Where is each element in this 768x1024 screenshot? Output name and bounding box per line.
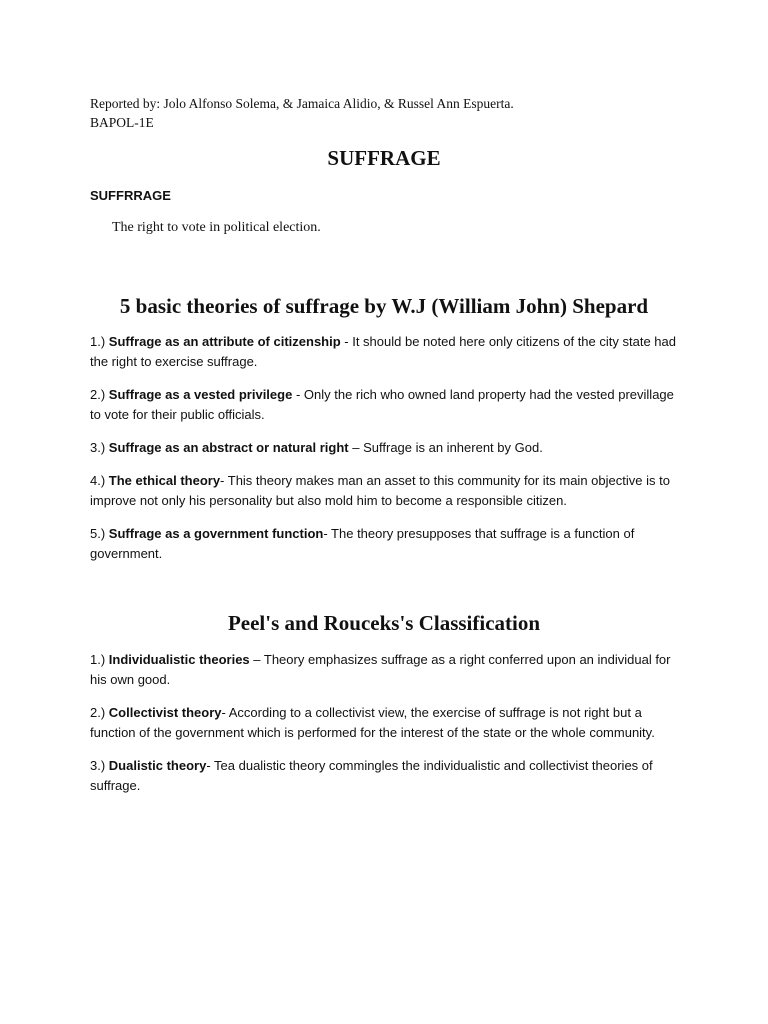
item-term: Suffrage as an abstract or natural right	[108, 440, 349, 455]
item-text: - The theory presupposes that suffrage is a function of government.	[90, 526, 635, 561]
item-number: 3.)	[90, 440, 109, 455]
item-text: - Only the rich who owned land property had the vested previllage to vote for their public officials.	[90, 387, 674, 422]
peel-list	[90, 650, 682, 809]
list-item	[90, 703, 682, 743]
list-item	[90, 332, 682, 372]
item-number: 4.)	[90, 473, 109, 488]
item-term: Dualistic theory	[108, 758, 207, 773]
list-item	[90, 650, 682, 690]
item-term: The ethical theory	[108, 473, 221, 488]
item-text: – Suffrage is an inherent by God.	[348, 440, 543, 455]
page-title: SUFFRAGE	[327, 146, 441, 170]
item-term: Individualistic theories	[108, 652, 250, 667]
definition-term: SUFFRRAGE	[90, 188, 171, 203]
item-term: Suffrage as an attribute of citizenship	[108, 334, 341, 349]
item-term: Collectivist theory	[108, 705, 222, 720]
definition-text: The right to vote in political election.	[112, 220, 321, 235]
shepard-list	[90, 332, 682, 577]
item-number: 1.)	[90, 334, 109, 349]
list-item	[90, 756, 682, 796]
item-text: - This theory makes man an asset to this community for its main objective is to improve not only his personality but also mold him to become a responsible citizen.	[90, 473, 670, 508]
item-number: 3.)	[90, 758, 109, 773]
item-text: - It should be noted here only citizens of the city state had the right to exercise suffrage.	[90, 334, 676, 369]
item-term: Suffrage as a vested privilege	[108, 387, 293, 402]
item-text: - Tea dualistic theory commingles the individualistic and collectivist theories of suffrage.	[90, 758, 653, 793]
item-text: – Theory emphasizes suffrage as a right conferred upon an individual for his own good.	[90, 652, 671, 687]
item-text: - According to a collectivist view, the exercise of suffrage is not right but a function of the government which is performed for the interest of the state or the whole community.	[90, 705, 655, 740]
item-number: 1.)	[90, 652, 109, 667]
reporters-line: Reported by: Jolo Alfonso Solema, & Jamaica Alidio, & Russel Ann Espuerta.	[90, 96, 514, 111]
item-term: Suffrage as a government function	[108, 526, 324, 541]
item-number: 2.)	[90, 387, 109, 402]
list-item	[90, 385, 682, 425]
peel-heading: Peel's and Rouceks's Classification	[227, 611, 541, 635]
item-number: 2.)	[90, 705, 109, 720]
list-item	[90, 438, 682, 458]
class-section: BAPOL-1E	[90, 115, 154, 130]
list-item	[90, 471, 682, 511]
item-number: 5.)	[90, 526, 109, 541]
list-item	[90, 524, 682, 564]
shepard-heading: 5 basic theories of suffrage by W.J (William John) Shepard	[119, 294, 649, 318]
